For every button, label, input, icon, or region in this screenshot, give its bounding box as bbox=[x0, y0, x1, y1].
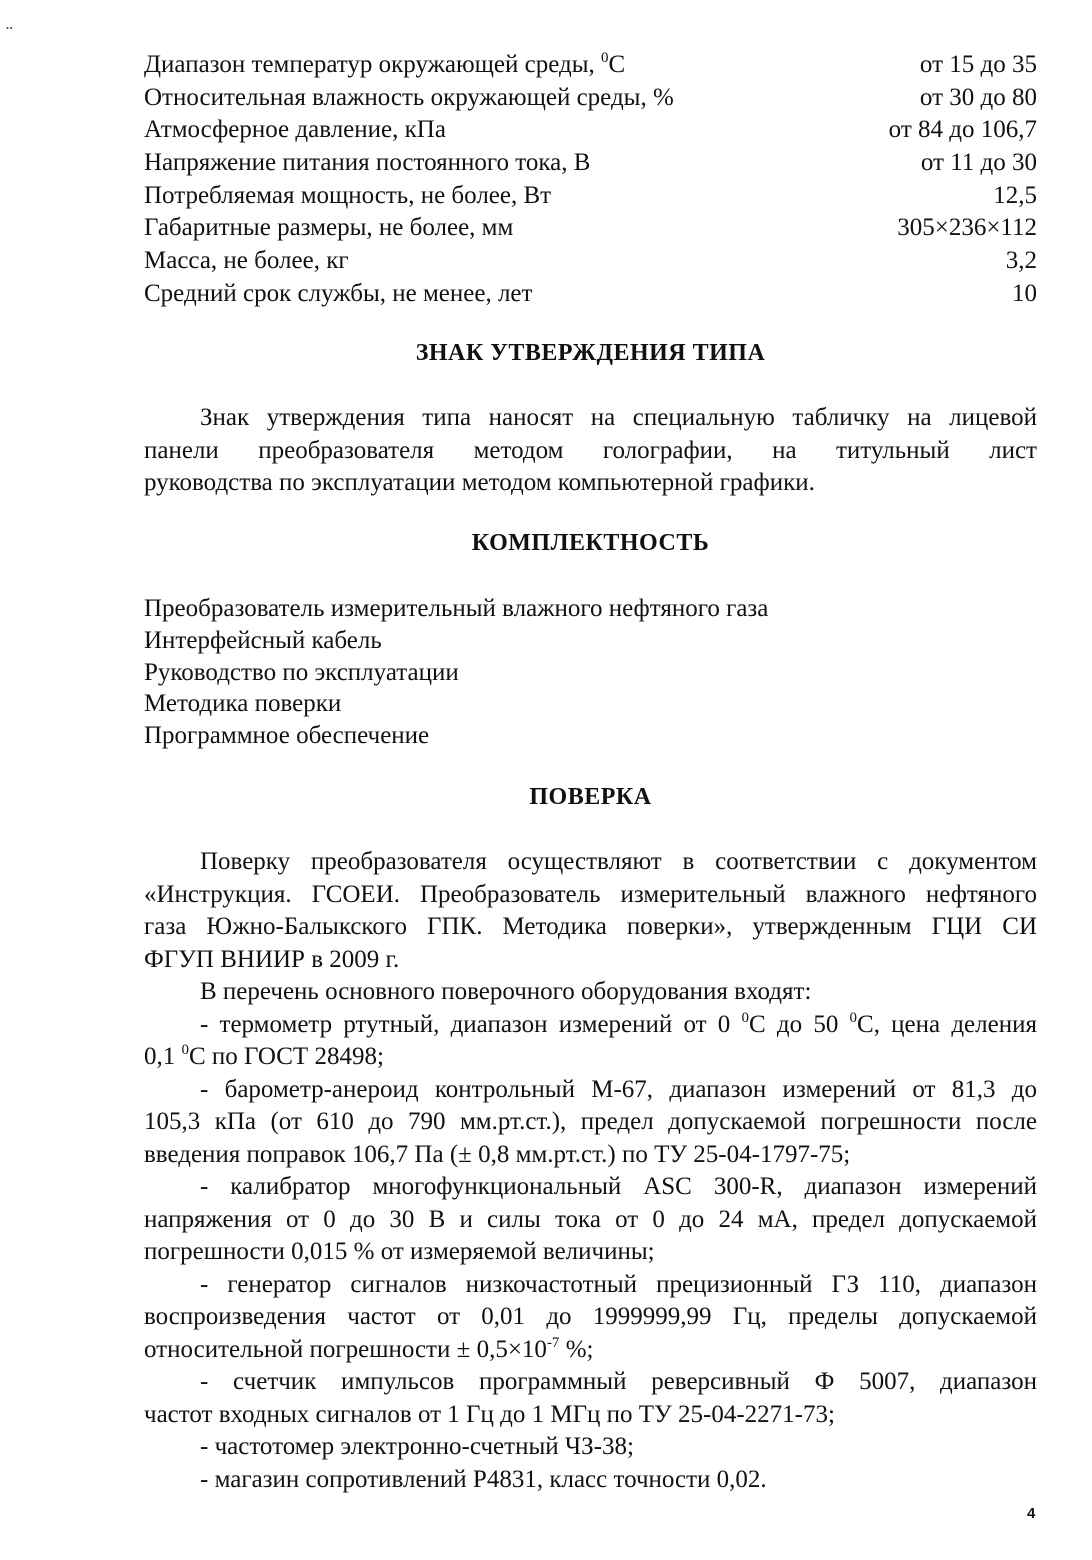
completeness-list bbox=[144, 593, 768, 752]
spec-row-mass bbox=[144, 245, 1037, 278]
spec-value: 3,2 bbox=[1005, 247, 1037, 275]
list-item: Программное обеспечение bbox=[144, 722, 430, 750]
equipment-frequency-meter: - частотомер электронно-счетный ЧЗ-38; bbox=[200, 1433, 634, 1460]
equipment-thermometer-cont: 0,1 $^0$С по ГОСТ 28498; bbox=[144, 1042, 384, 1070]
equipment-resistance-box: - магазин сопротивлений Р4831, класс точности 0,02. bbox=[200, 1465, 767, 1493]
type-mark-paragraph bbox=[144, 402, 1037, 500]
equipment-generator-cont: воспроизведения частот от 0,01 до 1999999,99 Гц, пределы допускаемой bbox=[144, 1303, 1037, 1330]
list-item: Интерфейсный кабель bbox=[144, 626, 382, 654]
spec-label: Масса, не более, кг bbox=[144, 247, 349, 275]
paragraph-line: «Инструкция. ГСОЕИ. Преобразователь измерительный влажного нефтяного bbox=[144, 880, 1037, 908]
spec-label: Относительная влажность окружающей среды, % bbox=[144, 83, 674, 111]
spec-value: от 15 до 35 bbox=[919, 51, 1037, 78]
paragraph-line: руководства по эксплуатации методом компьютерной графики. bbox=[144, 469, 815, 496]
section-heading-type-mark: ЗНАК УТВЕРЖДЕНИЯ ТИПА bbox=[415, 340, 766, 366]
spec-value: от 11 до 30 bbox=[920, 149, 1037, 177]
spec-value: 12,5 bbox=[993, 181, 1037, 209]
spec-label: Напряжение питания постоянного тока, В bbox=[144, 149, 591, 177]
spec-label: Габаритные размеры, не более, мм bbox=[144, 214, 514, 242]
equipment-barometer: - барометр-анероид контрольный М-67, диапазон измерений от 81,3 до bbox=[200, 1075, 1037, 1103]
spec-value: от 30 до 80 bbox=[919, 83, 1037, 111]
verification-paragraph bbox=[144, 846, 1037, 1496]
paragraph-line: Знак утверждения типа наносят на специальную табличку на лицевой bbox=[200, 404, 1037, 431]
equipment-calibrator: - калибратор многофункциональный ASC 300-R, диапазон измерений bbox=[200, 1173, 1037, 1200]
spec-value: от 84 до 106,7 bbox=[888, 116, 1037, 144]
list-item: Руководство по эксплуатации bbox=[144, 658, 459, 686]
paragraph-line: Поверку преобразователя осуществляют в соответствии с документом bbox=[200, 848, 1037, 875]
equipment-counter: - счетчик импульсов программный реверсивный Ф 5007, диапазон bbox=[200, 1368, 1037, 1395]
paragraph-line: панели преобразователя методом голографии, на титульный лист bbox=[144, 436, 1037, 464]
spec-value: 10 bbox=[1012, 279, 1037, 307]
paragraph-line: ФГУП ВНИИР в 2009 г. bbox=[144, 945, 400, 973]
spec-label: Диапазон температур окружающей среды, $^0$С bbox=[144, 50, 626, 78]
page-number: 4 bbox=[1027, 1505, 1036, 1522]
equipment-calibrator-cont: напряжения от 0 до 30 В и силы тока от 0 до 24 мА, предел допускаемой bbox=[144, 1205, 1037, 1233]
specifications-table bbox=[144, 49, 1037, 311]
equipment-generator: - генератор сигналов низкочастотный прецизионный ГЗ 110, диапазон bbox=[200, 1270, 1037, 1298]
spec-row-supply-voltage bbox=[144, 147, 1037, 180]
list-item: Методика поверки bbox=[144, 690, 342, 718]
list-item: Преобразователь измерительный влажного нефтяного газа bbox=[144, 595, 769, 622]
section-heading-verification: ПОВЕРКА bbox=[529, 784, 652, 810]
spec-row-pressure bbox=[144, 114, 1037, 147]
spec-label: Средний срок службы, не менее, лет bbox=[144, 279, 533, 307]
paragraph-line: газа Южно-Балыкского ГПК. Методика поверки», утвержденным ГЦИ СИ bbox=[144, 913, 1037, 940]
spec-row-dimensions bbox=[144, 212, 1037, 245]
spec-row-service-life bbox=[144, 278, 1037, 311]
spec-row-power bbox=[144, 180, 1037, 213]
section-heading-completeness: КОМПЛЕКТНОСТЬ bbox=[471, 530, 710, 556]
equipment-thermometer: - термометр ртутный, диапазон измерений от 0 $^0$С до 50 $^0$С, цена деления bbox=[200, 1009, 1037, 1038]
equipment-counter-cont: частот входных сигналов от 1 Гц до 1 МГц по ТУ 25-04-2271-73; bbox=[144, 1400, 835, 1428]
scan-artifact-mark: ¨ bbox=[6, 23, 13, 45]
spec-value: 305×236×112 bbox=[897, 214, 1037, 242]
equipment-calibrator-cont: погрешности 0,015 % от измеряемой величины; bbox=[144, 1238, 655, 1265]
equipment-barometer-cont: введения поправок 106,7 Па (± 0,8 мм.рт.ст.) по ТУ 25-04-1797-75; bbox=[144, 1140, 851, 1168]
equipment-barometer-cont: 105,3 кПа (от 610 до 790 мм.рт.ст.), предел допускаемой погрешности после bbox=[144, 1108, 1037, 1135]
spec-row-humidity bbox=[144, 82, 1037, 115]
spec-label: Атмосферное давление, кПа bbox=[144, 116, 446, 144]
spec-row-temperature bbox=[144, 49, 1037, 82]
equipment-intro: В перечень основного поверочного оборудования входят: bbox=[200, 978, 812, 1005]
equipment-generator-cont: относительной погрешности ± $0,5\times 10^{-7}$ %; bbox=[144, 1334, 594, 1363]
spec-label: Потребляемая мощность, не более, Вт bbox=[144, 181, 552, 209]
